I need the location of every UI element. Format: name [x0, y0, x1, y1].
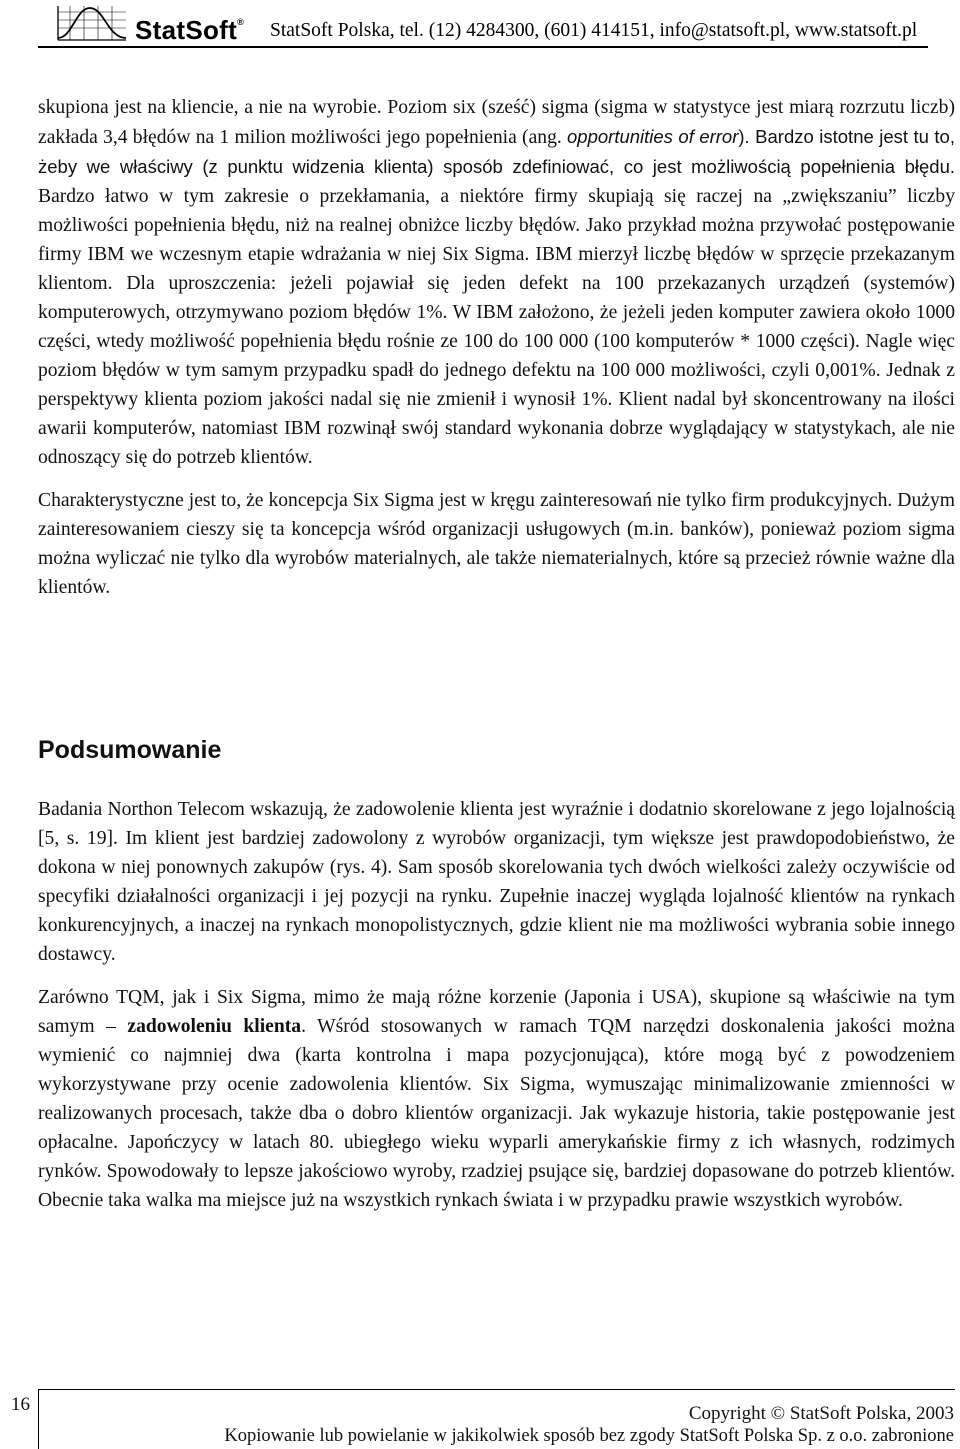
- paragraph-tqm-six-sigma: Zarówno TQM, jak i Six Sigma, mimo że mają różne korzenie (Japonia i USA), skupione są właściwie na tym samym – zadowoleniu klienta. Wśród stosowanych w ramach TQM narzędzi doskonalenia jakości można wymienić co najmniej dwa (karta kontrolna i mapa pozycjonująca), które mogą być z powodzeniem wykorzystywane przy ocenie zadowolenia klientów. Six Sigma, wymuszając minimalizowanie zmienności w realizowanych procesach, także dba o dobro klientów organizacji. Jak wykazuje historia, takie postępowanie jest opłacalne. Japończycy w latach 80. ubiegłego wieku wyparli amerykańskie firmy z ich własnych, rodzimych rynków. Spowodowały to lepsze jakościowo wyroby, rzadziej psujące się, bardziej dopasowane do potrzeb klientów. Obecnie taka walka ma miejsce już na wszystkich rynkach świata i w przypadku prawie wszystkich wyrobów.: [38, 987, 955, 1211]
- copying-notice: Kopiowanie lub powielanie w jakikolwiek sposób bez zgody StatSoft Polska Sp. z o.o. zabronione: [224, 1426, 954, 1446]
- footer-left-rule: [38, 1389, 39, 1449]
- header-contact-info: StatSoft Polska, tel. (12) 4284300, (601) 414151, info@statsoft.pl, www.statsoft.pl: [270, 20, 918, 41]
- paragraph-sans-run: opportunities of error). Bardzo istotne jest tu to, żeby we właściwy (z punktu widzenia klienta) sposób zdefiniować, co jest możliwością popełnienia błędu.: [38, 126, 955, 177]
- main-text-section-2: [38, 795, 955, 1215]
- paragraph-six-sigma-services: Charakterystyczne jest to, że koncepcja Six Sigma jest w kręgu zainteresowań nie tylko firm produkcyjnych. Dużym zainteresowaniem cieszy się ta koncepcja wśród organizacji usługowych (m.in. banków), ponieważ poziom sigma można wyliczać nie tylko dla wyrobów materialnych, ale także niematerialnych, które są przecież równie ważne dla klientów.: [38, 490, 955, 598]
- paragraph-six-sigma-ibm: skupiona jest na kliencie, a nie na wyrobie. Poziom six (sześć) sigma (sigma w statystyce jest miarą rozrzutu liczb) zakłada 3,4 błędów na 1 milion możliwości jego popełnienia (ang. opportunities of error). Bardzo istotne jest tu to, żeby we właściwy (z punktu widzenia klienta) sposób zdefiniować, co jest możliwością popełnienia błędu. Bardzo łatwo w tym zakresie o przekłamania, a niektóre firmy skupiają się raczej na „zwiększaniu” liczby możliwości popełnienia błędu, niż na realnej obniżce liczby błędów. Jako przykład można przywołać postępowanie firmy IBM we wczesnym etapie wdrażania w niej Six Sigma. IBM mierzył liczbę błędów w sprzęcie przekazanym klientom. Dla uproszczenia: jeżeli pojawiał się jeden defekt na 100 przekazanych urządzeń (systemów) komputerowych, otrzymywano poziom błędów 1%. W IBM założono, że jeżeli jeden komputer zawiera około 1000 części, wtedy możliwość popełnienia błędu rośnie ze 100 do 100 000 (100 komputerów * 1000 części). Nagle więc poziom błędów w tym samym przypadku spadł do jednego defektu na 100 000 możliwości, czyli 0,001%. Jednak z perspektywy klienta poziom jakości nadal się nie zmienił i wynosił 1%. Klient nadal był skoncentrowany na ilości awarii komputerów, natomiast IBM rozwinął swój standard wykonania dobrze wyglądający w statystykach, ale nie odnoszący się do potrzeb klientów.: [38, 97, 955, 468]
- statsoft-logo-icon: [54, 2, 129, 42]
- page-header: [38, 0, 928, 48]
- paragraph-northon-telecom: Badania Northon Telecom wskazują, że zadowolenie klienta jest wyraźnie i dodatnio skorelowane z jego lojalnością [5, s. 19]. Im klient jest bardziej zadowolony z wyrobów organizacji, tym większe jest prawdopodobieństwo, że dokona w niej ponownych zakupów (rys. 4). Sam sposób skorelowania tych dwóch wielkości zależy oczywiście od specyfiki działalności organizacji i jej pozycji na rynku. Zupełnie inaczej wygląda lojalność klientów na rynkach konkurencyjnych, a inaczej na rynkach monopolistycznych, gdzie klient nie ma możliwości wybrania sobie innego dostawcy.: [38, 799, 955, 965]
- page-number: 16: [11, 1394, 30, 1415]
- statsoft-logo-text: StatSoft®: [135, 15, 244, 45]
- main-text-section-1: [38, 93, 955, 602]
- section-heading: Podsumowanie: [38, 736, 222, 764]
- footer-rule: [38, 1389, 955, 1390]
- copyright-notice: Copyright © StatSoft Polska, 2003: [688, 1403, 954, 1424]
